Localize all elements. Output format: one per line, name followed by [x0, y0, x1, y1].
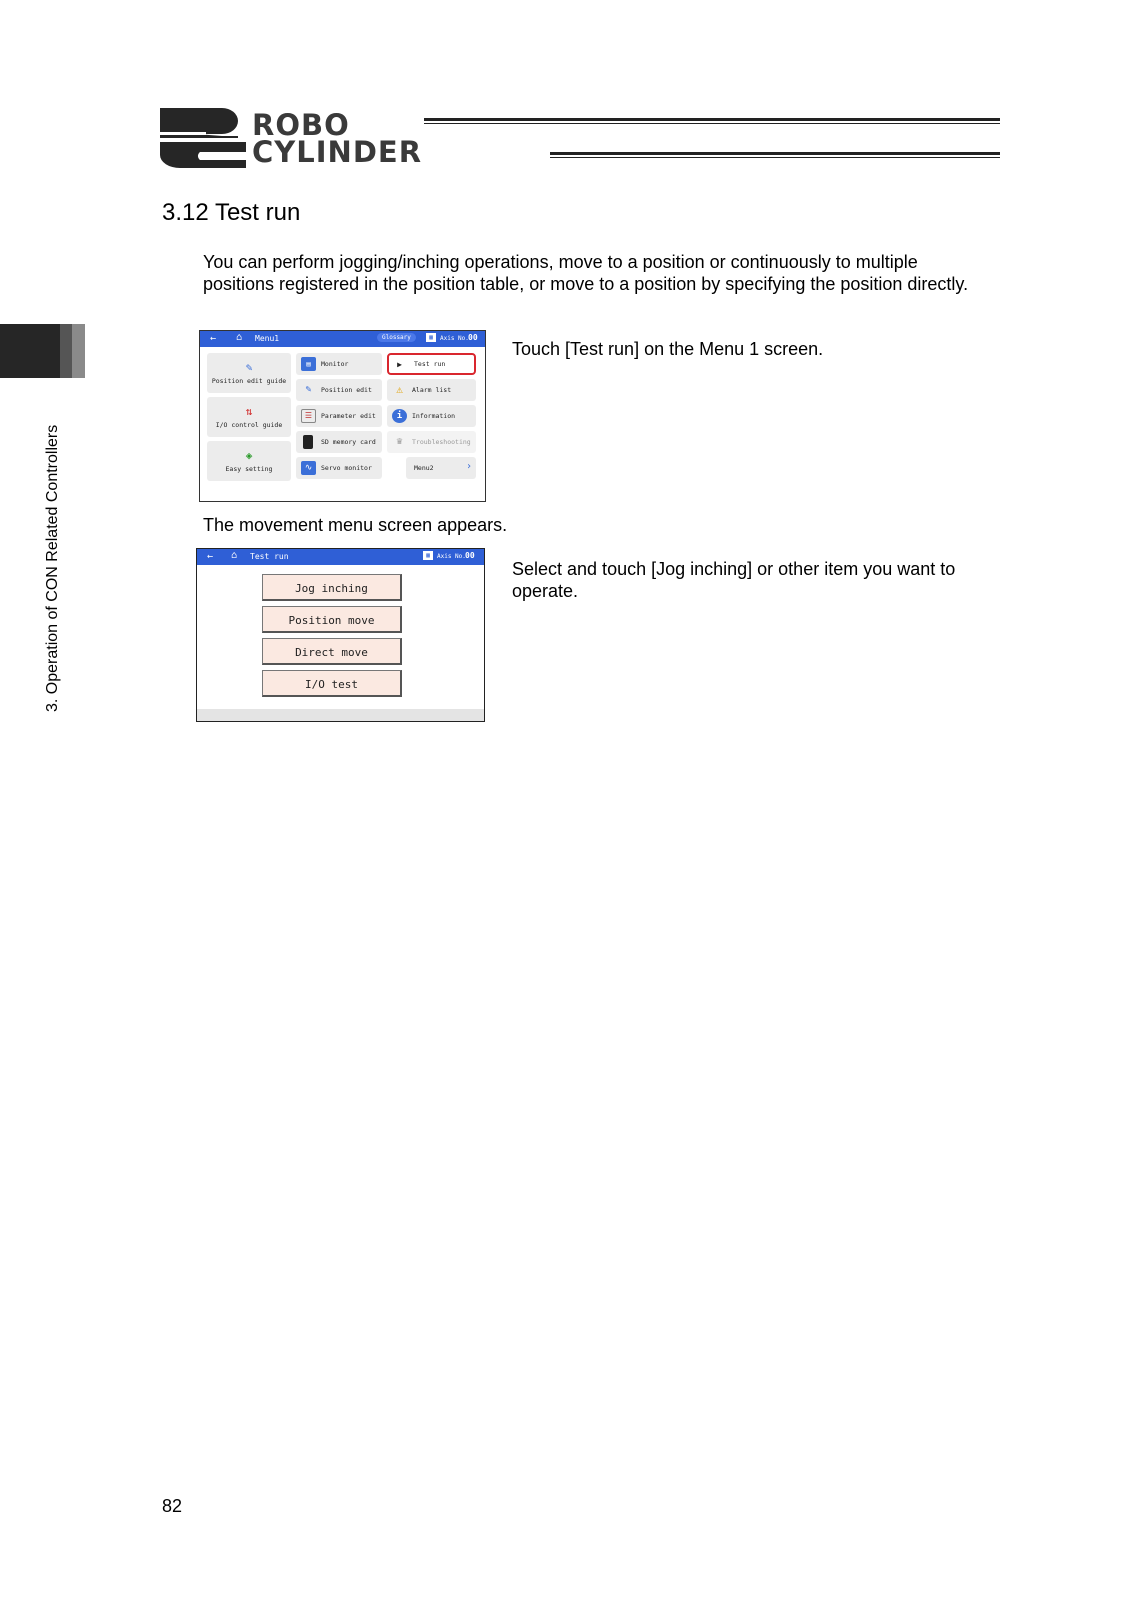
- parameter-edit-button[interactable]: [296, 405, 382, 427]
- menu-label: SD memory card: [321, 438, 376, 446]
- guide-label: Position edit guide: [211, 377, 287, 385]
- header-rule-bottom-thin: [550, 157, 1000, 158]
- chevron-right-icon: ›: [465, 461, 472, 472]
- axis-no-value: 00: [465, 551, 475, 560]
- chapter-tab-stripe-light: [72, 324, 85, 378]
- intro-paragraph: You can perform jogging/inching operations, move to a position or continuously to multiple positions registered in the position table, or move to a position by specifying the position directly.: [203, 252, 969, 294]
- axis-no-label: Axis No.: [437, 553, 466, 560]
- menu-label: Information: [412, 412, 456, 420]
- pencil-icon: ✎: [305, 384, 312, 395]
- back-arrow-icon[interactable]: ←: [207, 551, 214, 562]
- sd-card-icon: [303, 435, 313, 449]
- menu-label: Servo monitor: [321, 464, 372, 472]
- menu1-titlebar: [200, 331, 485, 347]
- section-title: 3.12 Test run: [162, 199, 301, 226]
- home-icon[interactable]: ⌂: [236, 332, 243, 343]
- test-run-titlebar: [197, 549, 484, 565]
- logo-cylinder-text: CYLINDER: [252, 135, 423, 169]
- header-rule-top: [424, 118, 1000, 121]
- menu1-screen-title: Menu1: [255, 334, 280, 343]
- page-number: 82: [162, 1496, 183, 1516]
- menu-label: Troubleshooting: [412, 438, 471, 446]
- waveform-icon: ∿: [301, 461, 316, 475]
- parameter-icon: ☰: [301, 409, 316, 423]
- step1-instruction: Touch [Test run] on the Menu 1 screen.: [512, 339, 824, 359]
- io-test-button[interactable]: I/O test: [262, 670, 402, 697]
- axis-no-value: 00: [468, 333, 478, 342]
- status-bar: [197, 709, 484, 721]
- test-run-screen-title: Test run: [250, 552, 289, 561]
- troubleshooting-button[interactable]: [387, 431, 476, 453]
- menu-label: Position edit: [321, 386, 372, 394]
- monitor-icon: ▤: [301, 357, 316, 371]
- step2-caption: The movement menu screen appears.: [203, 515, 508, 535]
- monitor-button[interactable]: [296, 353, 382, 375]
- sd-memory-card-button[interactable]: [296, 431, 382, 453]
- position-move-button[interactable]: Position move: [262, 606, 402, 633]
- menu-label: Test run: [414, 360, 446, 368]
- beginner-mark-icon: ◈: [245, 449, 253, 462]
- jog-inching-button[interactable]: Jog inching: [262, 574, 402, 601]
- pencil-icon: ✎: [245, 361, 253, 374]
- test-play-icon: ▶: [392, 358, 407, 372]
- alarm-list-button[interactable]: [387, 379, 476, 401]
- position-edit-guide-button[interactable]: [207, 353, 291, 393]
- menu-label: Monitor: [321, 360, 349, 368]
- info-icon: i: [392, 409, 407, 423]
- direct-move-button[interactable]: Direct move: [262, 638, 402, 665]
- glossary-button[interactable]: Glossary: [377, 333, 416, 342]
- rc-logo-mark: [160, 108, 246, 168]
- chapter-label: 3. Operation of CON Related Controllers: [44, 424, 61, 712]
- information-button[interactable]: [387, 405, 476, 427]
- menu-label: Parameter edit: [321, 412, 376, 420]
- menu2-button[interactable]: [406, 457, 476, 479]
- home-icon[interactable]: ⌂: [231, 550, 238, 561]
- io-arrows-icon: ⇅: [245, 405, 253, 418]
- axis-no-label: Axis No.: [440, 335, 469, 342]
- menu1-screenshot: [199, 330, 486, 502]
- menu-label: Alarm list: [412, 386, 452, 394]
- header-rule-bottom: [550, 152, 1000, 155]
- header-rule-top-thin: [424, 123, 1000, 124]
- warning-icon: ⚠: [396, 383, 403, 396]
- guide-label: Easy setting: [225, 465, 273, 473]
- logo-robo-text: ROBO: [252, 108, 350, 142]
- test-run-screenshot: [196, 548, 485, 722]
- axis-icon: ▦: [423, 551, 433, 560]
- back-arrow-icon[interactable]: ←: [210, 333, 217, 344]
- test-run-button[interactable]: [387, 353, 476, 375]
- servo-monitor-button[interactable]: [296, 457, 382, 479]
- axis-icon: ▦: [426, 333, 436, 342]
- troubleshooting-icon: ♛: [396, 436, 403, 447]
- step2-instruction: Select and touch [Jog inching] or other item you want to operate.: [512, 559, 956, 601]
- io-control-guide-button[interactable]: [207, 397, 291, 437]
- position-edit-button[interactable]: [296, 379, 382, 401]
- easy-setting-button[interactable]: [207, 441, 291, 481]
- chapter-tab-block: [0, 324, 60, 378]
- menu-label: Menu2: [414, 464, 434, 472]
- chapter-tab-stripe: [60, 324, 72, 378]
- guide-label: I/O control guide: [215, 421, 283, 429]
